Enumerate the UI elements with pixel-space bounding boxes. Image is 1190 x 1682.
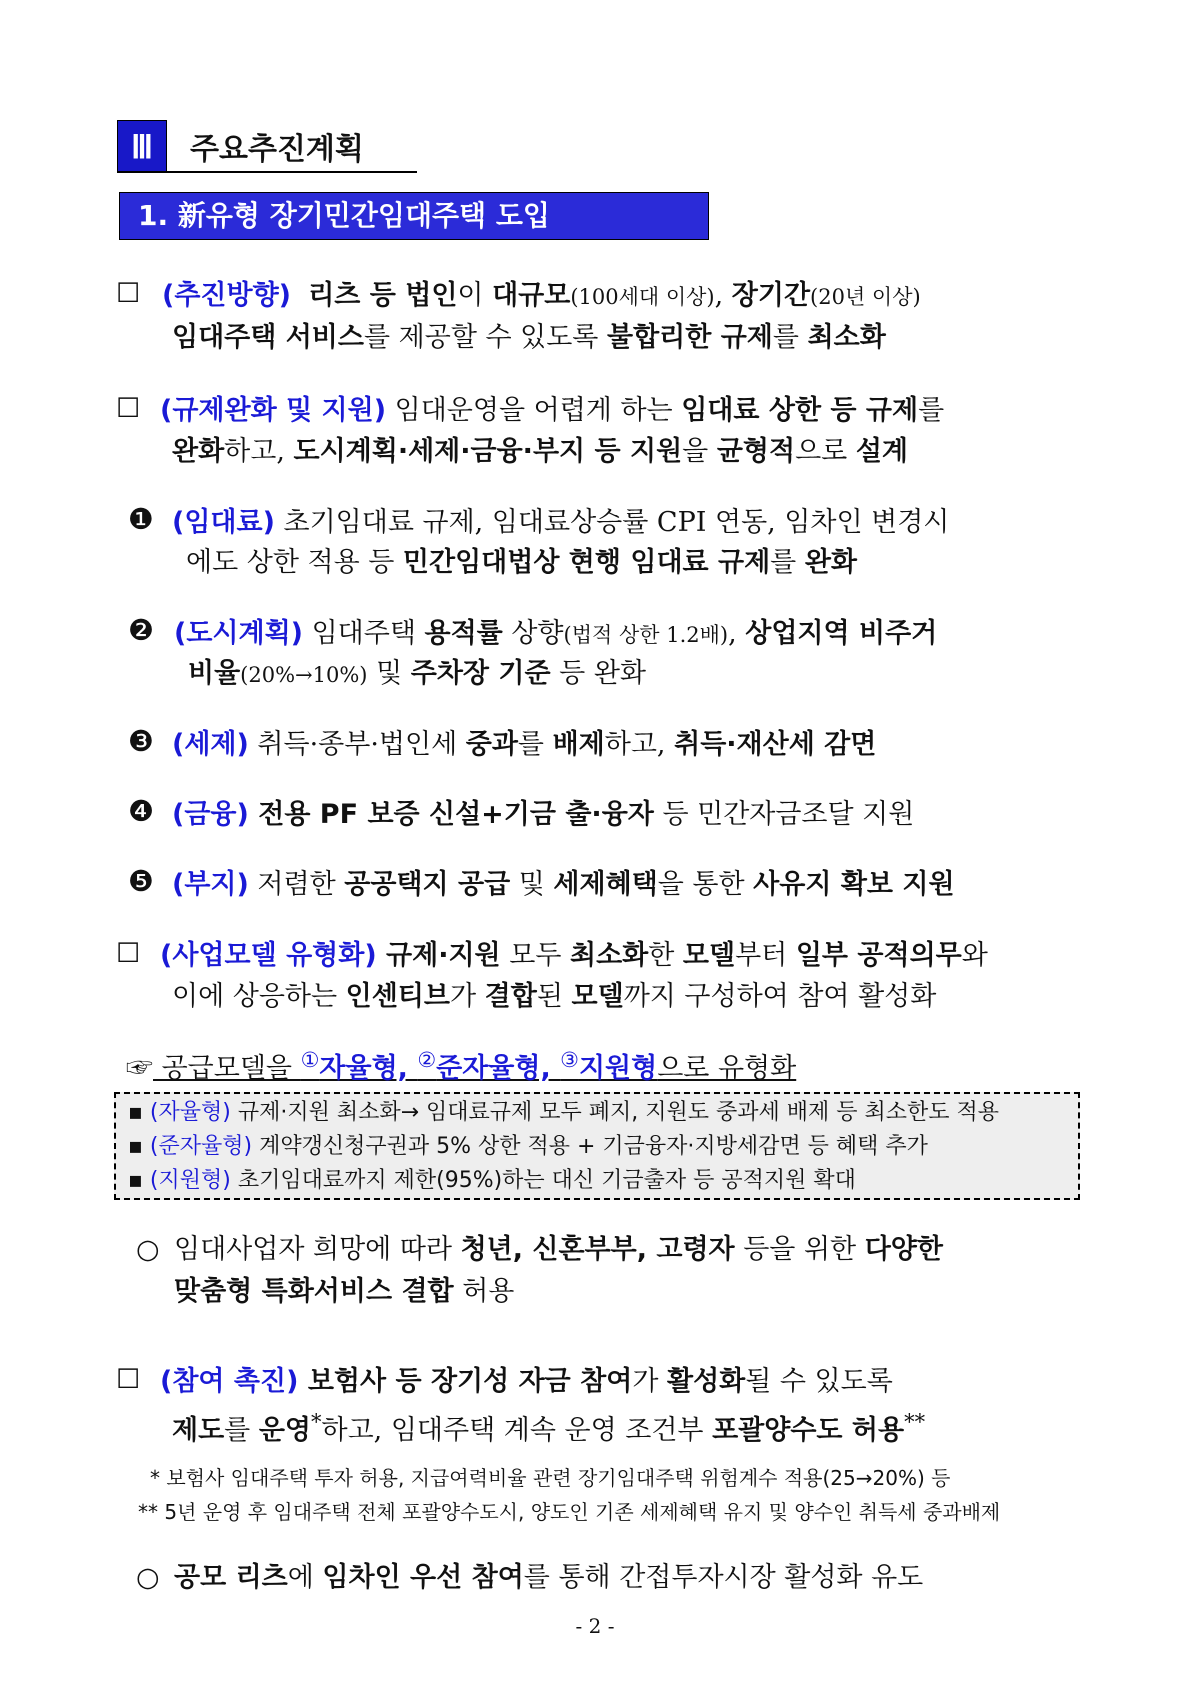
section-underline bbox=[117, 171, 417, 173]
checkbox-icon: ☐ bbox=[116, 393, 141, 424]
item2-line2: 비율(20%→10%) 및 주차장 기준 등 완화 bbox=[188, 658, 646, 689]
footnote-2: ** 5년 운영 후 임대주택 전체 포괄양수도시, 양도인 기존 세제혜택 유지 및 양수인 취득세 중과배제 bbox=[138, 1500, 1001, 1524]
model-autonomous-row: ▪ (자율형) 규제·지원 최소화→ 임대료규제 모두 폐지, 지원도 중과세 배제 등 최소한도 적용 bbox=[128, 1100, 1000, 1125]
para4-line1: (참여 촉진) 보험사 등 장기성 자금 참여가 활성화될 수 있도록 bbox=[160, 1366, 893, 1397]
model-supported-row: ▪ (지원형) 초기임대료까지 제한(95%)하는 대신 기금출자 등 공적지원 확대 bbox=[128, 1168, 856, 1193]
number-4-icon: ❹ bbox=[128, 794, 154, 828]
para3-line2: 이에 상응하는 인센티브가 결합된 모델까지 구성하여 참여 활성화 bbox=[172, 981, 937, 1012]
circle-item1-line2: 맞춤형 특화서비스 결합 허용 bbox=[174, 1276, 515, 1307]
square-bullet-icon: ▪ bbox=[128, 1100, 143, 1125]
para2-line2: 완화하고, 도시계획·세제·금융·부지 등 지원을 균형적으로 설계 bbox=[172, 436, 908, 467]
pointing-hand-icon: ☞ bbox=[126, 1053, 153, 1084]
checkbox-icon: ☐ bbox=[116, 1364, 141, 1395]
number-2-icon: ❷ bbox=[128, 613, 154, 647]
item1-line1: (임대료) 초기임대료 규제, 임대료상승률 CPI 연동, 임차인 변경시 bbox=[172, 507, 950, 538]
para4-line2: 제도를 운영*하고, 임대주택 계속 운영 조건부 포괄양수도 허용** bbox=[172, 1410, 926, 1446]
item4-line: (금융) 전용 PF 보증 신설+기금 출·융자 등 민간자금조달 지원 bbox=[172, 799, 915, 830]
page-number: - 2 - bbox=[575, 1614, 615, 1638]
item3-line: (세제) 취득·종부·법인세 중과를 배제하고, 취득·재산세 감면 bbox=[172, 729, 877, 760]
checkbox-icon: ☐ bbox=[116, 278, 141, 309]
square-bullet-icon: ▪ bbox=[128, 1134, 143, 1159]
circle-bullet-icon: ○ bbox=[136, 1562, 160, 1593]
section-title: 주요추진계획 bbox=[190, 132, 364, 167]
square-bullet-icon: ▪ bbox=[128, 1168, 143, 1193]
number-3-icon: ❸ bbox=[128, 724, 154, 758]
footnote-1: * 보험사 임대주택 투자 허용, 지급여력비율 관련 장기임대주택 위험계수 적용(25→20%) 등 bbox=[150, 1466, 951, 1490]
circle-bullet-icon: ○ bbox=[136, 1234, 160, 1265]
para2-line1: (규제완화 및 지원) 임대운영을 어렵게 하는 임대료 상한 등 규제를 bbox=[160, 395, 945, 426]
para1-line2: 임대주택 서비스를 제공할 수 있도록 불합리한 규제를 최소화 bbox=[172, 322, 886, 353]
para3-line1: (사업모델 유형화) 규제·지원 모두 최소화한 모델부터 일부 공적의무와 bbox=[160, 940, 988, 971]
subsection-title: 1. 新유형 장기민간임대주택 도입 bbox=[119, 192, 709, 240]
model-semi-autonomous-row: ▪ (준자율형) 계약갱신청구권과 5% 상한 적용 + 기금융자·지방세감면 등 혜택 추가 bbox=[128, 1134, 928, 1159]
circle-item1-line1: 임대사업자 희망에 따라 청년, 신혼부부, 고령자 등을 위한 다양한 bbox=[174, 1234, 943, 1265]
para1-line1: (추진방향) 리츠 등 법인이 대규모(100세대 이상), 장기간(20년 이상) bbox=[162, 280, 921, 311]
number-1-icon: ❶ bbox=[128, 502, 154, 536]
item1-line2: 에도 상한 적용 등 민간임대법상 현행 임대료 규제를 완화 bbox=[186, 547, 858, 578]
number-5-icon: ❺ bbox=[128, 864, 154, 898]
circle-item2-line: 공모 리츠에 임차인 우선 참여를 통해 간접투자시장 활성화 유도 bbox=[174, 1562, 924, 1593]
checkbox-icon: ☐ bbox=[116, 938, 141, 969]
item2-line1: (도시계획) 임대주택 용적률 상향(법적 상한 1.2배), 상업지역 비주거 bbox=[174, 618, 938, 649]
pointer-line: ☞ 공급모델을 ①자율형, ②준자율형, ③지원형으로 유형화 bbox=[126, 1048, 797, 1084]
item5-line: (부지) 저렴한 공공택지 공급 및 세제혜택을 통한 사유지 확보 지원 bbox=[172, 869, 955, 900]
section-number: Ⅲ bbox=[117, 120, 167, 172]
